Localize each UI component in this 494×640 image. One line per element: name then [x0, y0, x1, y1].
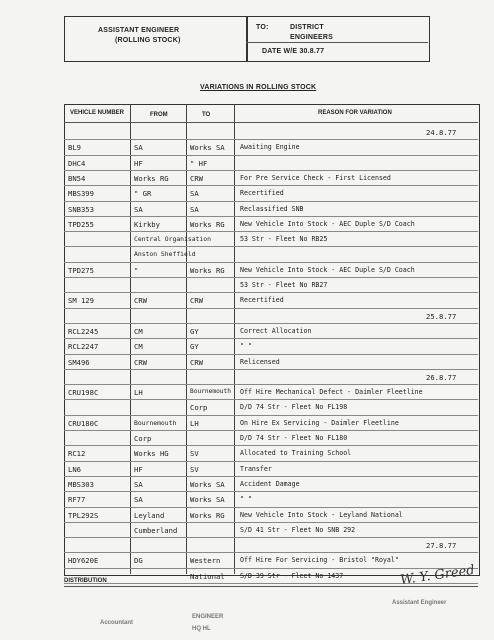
to-location: Works SA [190, 479, 225, 489]
to-location: SV [190, 464, 199, 474]
vehicle-number: RF77 [68, 495, 86, 505]
variation-reason: D/D 74 Str - Fleet No FL198 [240, 403, 348, 412]
from-location: HF [134, 464, 143, 474]
col-to-header: TO [202, 112, 211, 118]
variation-reason: New Vehicle Into Stock - AEC Duple S/D Coach [240, 219, 415, 228]
vehicle-number: LN6 [68, 464, 81, 474]
to-location: LH [190, 418, 199, 428]
variation-reason: Allocated to Training School [240, 449, 352, 458]
variation-reason: S/D 41 Str - Fleet No SNB 292 [240, 525, 356, 534]
from-location: SA [134, 495, 143, 505]
from-location: Kirkby [134, 219, 160, 229]
date-marker: 26.8.77 [426, 372, 457, 382]
vehicle-number: HDY620E [68, 556, 99, 566]
vehicle-number: SNB353 [68, 204, 94, 214]
from-location: CRW [134, 296, 147, 306]
from-location: DG [134, 556, 143, 566]
variation-reason: Accident Damage [240, 479, 300, 488]
to-location: Corp [190, 403, 208, 413]
from-location: CM [134, 342, 143, 352]
vehicle-number: RC12 [68, 449, 86, 459]
from-location: Bournemouth [134, 418, 177, 427]
date-marker: 27.8.77 [426, 541, 457, 551]
vehicle-number: RCL2247 [68, 342, 99, 352]
page-title: VARIATIONS IN ROLLING STOCK [200, 84, 317, 91]
to-location: Works SA [190, 143, 225, 153]
variation-reason: Transfer [240, 464, 272, 473]
to-location: National [190, 571, 225, 581]
from-location: Cumberland [134, 525, 178, 535]
vehicle-number: MBS303 [68, 479, 94, 489]
to-location: SA [190, 189, 199, 199]
recipient-box [246, 16, 430, 62]
vehicle-number: TPL292S [68, 510, 99, 520]
distribution-label: DISTRIBUTION [64, 578, 107, 584]
to-label: TO: [256, 24, 269, 31]
variation-reason: 53 Str - Fleet No RB27 [240, 281, 328, 289]
to-location: SA [190, 204, 199, 214]
variation-reason: Correct Allocation [240, 326, 312, 335]
to-line-1: DISTRICT [290, 24, 324, 31]
vehicle-number: CRU180C [68, 418, 99, 428]
vehicle-number: TPD275 [68, 265, 94, 275]
from-location: CM [134, 326, 143, 336]
to-location: Western [190, 556, 221, 566]
engineer-label: ENGINEER [192, 614, 224, 620]
from-location: " GR [134, 189, 152, 199]
variation-reason: Relicensed [240, 357, 280, 366]
sender-line-2: (ROLLING STOCK) [115, 37, 181, 44]
vehicle-number: MBS399 [68, 189, 94, 199]
sender-line-1: ASSISTANT ENGINEER [98, 27, 180, 34]
from-location: Works HG [134, 449, 169, 459]
variation-reason: Recertified [240, 296, 284, 305]
to-location: CRW [190, 173, 203, 183]
variation-reason: D/D 74 Str - Fleet No FL180 [240, 434, 348, 442]
vehicle-number: RCL2245 [68, 326, 99, 336]
variation-reason: Off Hire For Servicing - Bristol "Royal" [240, 556, 399, 565]
to-location: CRW [190, 357, 203, 367]
from-location: SA [134, 479, 143, 489]
variation-reason: Off Hire Mechanical Defect - Daimler Fleetline [240, 388, 423, 397]
variation-reason: New Vehicle Into Stock - AEC Duple S/D Coach [240, 265, 415, 274]
hq-label: HQ HL [192, 626, 211, 632]
from-location: LH [134, 388, 143, 398]
to-location: Works RG [190, 219, 225, 229]
from-location: Works RG [134, 173, 169, 183]
vehicle-number: CRU198C [68, 388, 99, 398]
signature: W. Y. Greed [399, 562, 476, 589]
variation-reason: S/D 39 Str - Fleet No 1437 [240, 571, 344, 580]
variation-reason: For Pre Service Check - First Licensed [240, 173, 391, 182]
from-location: Central Organisation [134, 235, 211, 244]
date-label: DATE W/E 30.8.77 [262, 48, 325, 55]
variation-reason: On Hire Ex Servicing - Daimler Fleetline [240, 418, 399, 427]
col-from-header: FROM [150, 112, 168, 118]
to-location: Works SA [190, 495, 225, 505]
to-location: CRW [190, 296, 203, 306]
from-location: Anston Sheffield [134, 250, 196, 259]
col-vehicle-header: VEHICLE NUMBER [69, 110, 124, 116]
from-location: CRW [134, 357, 147, 367]
vehicle-number: SM496 [68, 357, 90, 367]
to-location: Works RG [190, 265, 225, 275]
variation-reason: " " [240, 342, 252, 351]
col-reason-header: REASON FOR VARIATION [318, 110, 392, 116]
accountant-label: Accountant [100, 620, 133, 626]
from-location: SA [134, 143, 143, 153]
from-location: Leyland [134, 510, 165, 520]
variation-reason: " " [240, 495, 252, 504]
to-location: Works RG [190, 510, 225, 520]
vehicle-number: BL9 [68, 143, 81, 153]
from-location: SA [134, 204, 143, 214]
variation-reason: 53 Str - Fleet No RB25 [240, 235, 328, 244]
vehicle-number: SM 129 [68, 296, 94, 306]
vehicle-number: TPD255 [68, 219, 94, 229]
variation-reason: New Vehicle Into Stock - Leyland National [240, 510, 403, 519]
from-location: HF [134, 158, 143, 168]
assistant-engineer-label: Assistant Engineer [392, 600, 447, 606]
date-marker: 24.8.77 [426, 128, 457, 137]
vehicle-number: DHC4 [68, 158, 86, 168]
to-location: " HF [190, 158, 208, 168]
variation-reason: Reclassified SNB [240, 204, 304, 213]
to-location: Bournemouth [190, 388, 231, 396]
to-line-2: ENGINEERS [290, 34, 334, 41]
variation-reason: Awaiting Engine [240, 143, 300, 152]
date-marker: 25.8.77 [426, 311, 457, 321]
to-location: SV [190, 449, 199, 459]
vehicle-number: BN54 [68, 173, 86, 183]
from-location: Corp [134, 434, 152, 443]
variation-reason: Recertified [240, 189, 284, 198]
to-location: GY [190, 342, 199, 352]
from-location: " [134, 265, 139, 275]
to-location: GY [190, 326, 199, 336]
